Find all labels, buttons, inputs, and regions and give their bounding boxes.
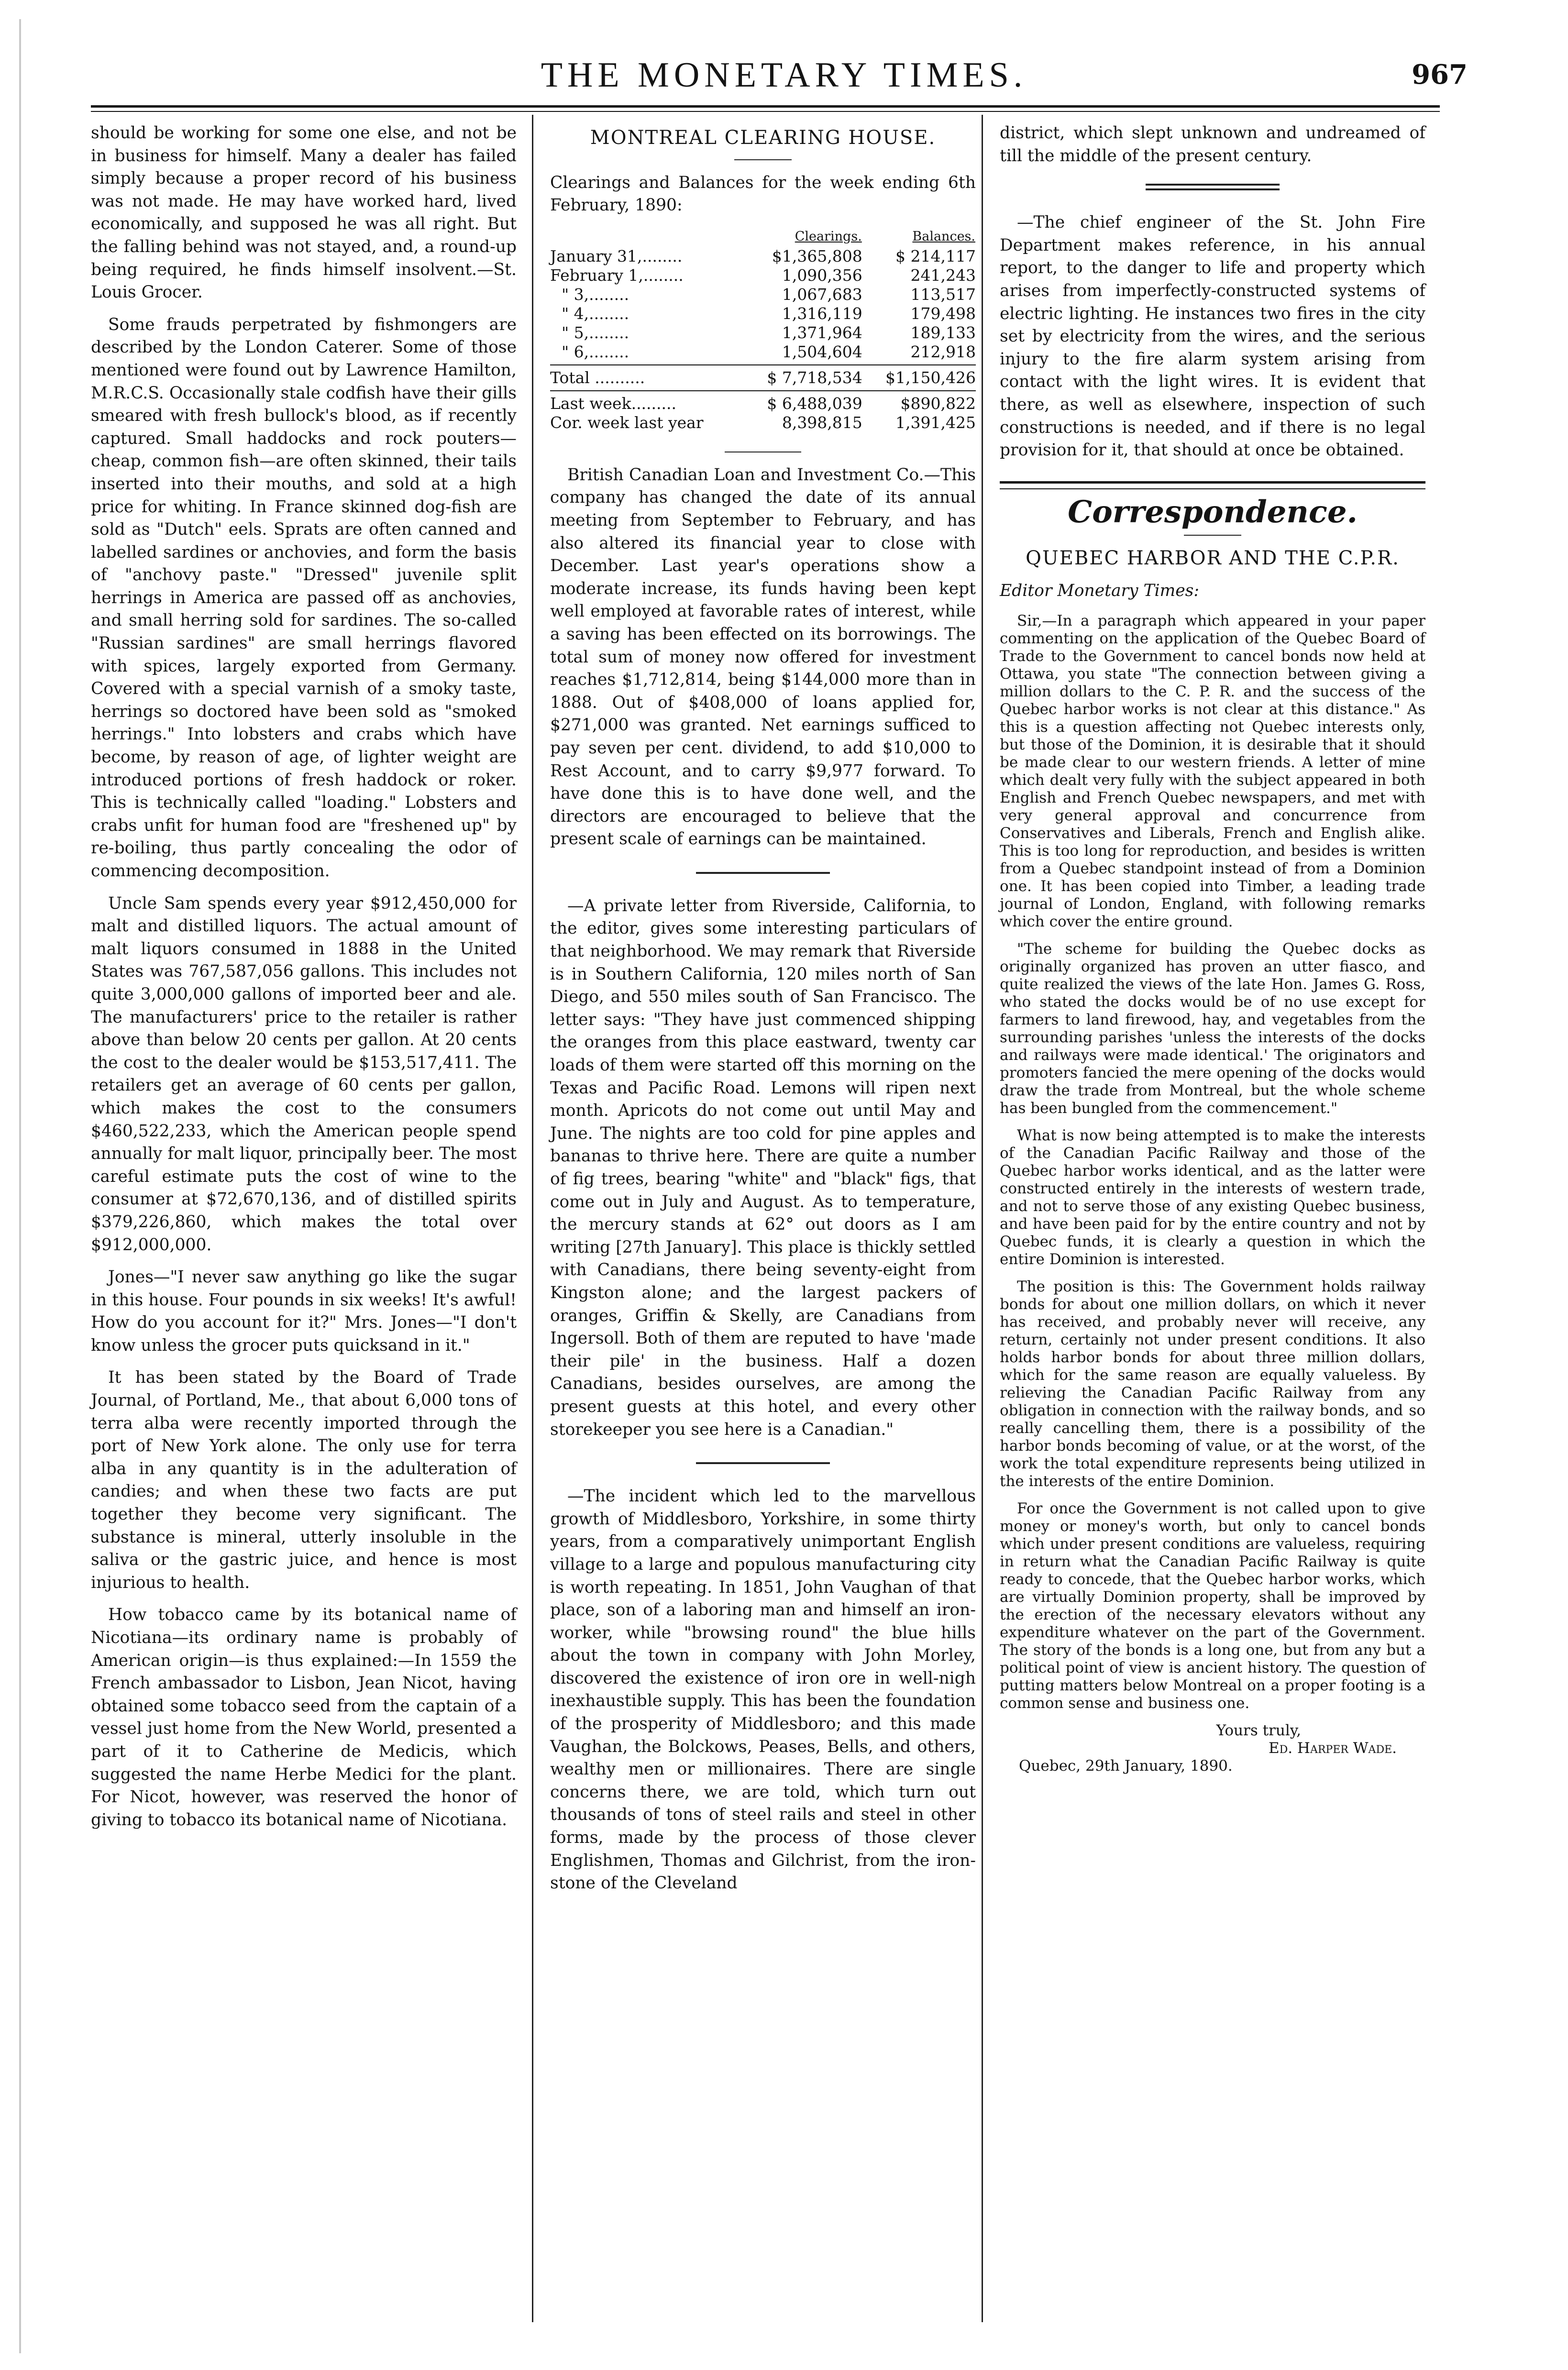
- letter-heading: QUEBEC HARBOR AND THE C.P.R.: [1026, 547, 1400, 570]
- total-clearings: $ 7,718,534: [767, 368, 862, 387]
- clearing-intro: Clearings and Balances for the week ending 6th February, 1890:: [550, 173, 976, 215]
- row-clearings: 1,316,119: [782, 304, 862, 323]
- row-balances: 189,133: [910, 323, 976, 342]
- row-clearings: 1,504,604: [782, 342, 862, 361]
- column-divider: [982, 115, 983, 2322]
- table-row: [550, 323, 976, 342]
- section-heading: MONTREAL CLEARING HOUSE.: [590, 127, 936, 149]
- total-balances: $1,150,426: [885, 368, 976, 387]
- row-balances: $ 214,117: [895, 246, 976, 265]
- article-paragraph: British Canadian Loan and Investment Co.—This company has changed the date of its annual meeting from September to February, and has also altered its financial year to close with December. Last year's operations show a moderate increase, its funds having been kept well employed at favorable rates of interest, while a saving has been effected on its borrowings. The total sum of money now offered for investment reaches $1,712,814, being $144,000 more than in 1888. Out of $408,000 of loans applied for, $271,000 was granted. Net earnings sufficed to pay seven per cent. dividend, to add $10,000 to Rest Account, and to carry $9,977 forward. To have done this is to have done well, and the directors are encouraged to believe that the present scale of earnings can be maintained.: [550, 465, 976, 849]
- letter-closing: Yours truly,: [1216, 1721, 1301, 1739]
- column-header: Balances.: [912, 229, 975, 244]
- table-total-row: [550, 368, 976, 387]
- table-row: [550, 342, 976, 362]
- letter-paragraph: Sir,—In a paragraph which appeared in your paper commenting on the application of the Quebec Board of Trade to the Government to cancel bonds now held at Ottawa, you state "The connection between giving a million dollars to the C. P. R. and the success of the Quebec harbor works is not clear at this distance." As this is a question affecting not Quebec interests only, but those of the Dominion, it is desirable that it should be made clear to our western friends. A letter of mine which dealt very fully with the subject appeared in both English and French Quebec newspapers, and met with very general approval and concurrence from Conservatives and Liberals, French and English alike. This is too long for reproduction, and besides is written from a Quebec standpoint instead of from a Dominion one. It has been copied into Timber, a leading trade journal of London, England, with following remarks which cover the entire ground.: [1000, 612, 1425, 930]
- table-row: [550, 247, 976, 266]
- cor-week-label: Cor. week last year: [550, 413, 704, 432]
- cor-week-balances: 1,391,425: [895, 413, 976, 432]
- header-rule: [91, 105, 1440, 108]
- row-clearings: 1,090,356: [782, 265, 862, 285]
- header-rule-thin: [91, 111, 1440, 112]
- row-clearings: $1,365,808: [772, 246, 862, 265]
- row-date: " 6,........: [562, 342, 629, 361]
- masthead: [0, 55, 1568, 98]
- short-rule: [1184, 535, 1241, 536]
- row-date: January 31,........: [550, 246, 683, 265]
- table-header-row: [550, 227, 976, 247]
- row-balances: 241,243: [910, 265, 976, 285]
- article-paragraph: should be working for some one else, and not be in business for himself. Many a dealer has failed simply because a proper record of his business was not made. He may have worked hard, lived economically, and supposed he was all right. But the falling behind was not stayed, and, a round-up being required, he finds himself insolvent.—St. Louis Grocer.: [91, 123, 517, 302]
- last-week-label: Last week.........: [550, 394, 676, 413]
- column-1: [91, 122, 517, 1841]
- clearing-table: [550, 227, 976, 432]
- short-rule: [734, 159, 792, 160]
- row-balances: 113,517: [910, 285, 976, 304]
- table-rule: [550, 364, 976, 365]
- article-paragraph: Jones—"I never saw anything go like the sugar in this house. Four pounds in six weeks! It's awful! How do you account for it?" Mrs. Jones—"I don't know unless the grocer puts quicksand in it.": [91, 1268, 517, 1355]
- last-week-clearings: $ 6,488,039: [767, 394, 862, 413]
- separator-rule: [696, 872, 830, 874]
- letter-paragraph: "The scheme for building the Quebec docks as originally organized has proven an utter fiasco, and quite realized the views of the late Hon. James G. Ross, who stated the docks would be of no use except for farmers to land firewood, hay, and vegetables from the surrounding parishes 'unless the interests of the docks and railways were made identical.' The originators and promoters fancied the mere opening of the docks would draw the trade from Montreal, but the whole scheme has been bungled from the commencement.": [1000, 940, 1425, 1117]
- article-paragraph: Uncle Sam spends every year $912,450,000 for malt and distilled liquors. The actual amount of malt liquors consumed in 1888 in the United States was 767,587,056 gallons. This includes not quite 3,000,000 gallons of imported beer and ale. The manufacturers' price to the retailer is rather above than below 20 cents per gallon. At 20 cents the cost to the dealer would be $153,517,411. The retailers get an average of 60 cents per gallon, which makes the cost to the consumers $460,522,233, which the American people spend annually for malt liquor, principally beer. The most careful estimate puts the cost of wine to the consumer at $72,670,136, and of distilled spirits $379,226,860, which makes the total over $912,000,000.: [91, 893, 517, 1255]
- row-date: " 3,........: [562, 285, 629, 304]
- letter-place-date: Quebec, 29th January, 1890.: [1019, 1757, 1233, 1775]
- article-paragraph: —The chief engineer of the St. John Fire Department makes reference, in his annual report, to the danger to life and property which arises from imperfectly-constructed systems of electric lighting. He instances two fires in the city set by electricity from the wires, and the serious injury to the fire alarm system arising from contact with the light wires. It is evident that there, as well as elsewhere, inspection of such constructions is needed, and if there is no legal provision for it, that should at once be obtained.: [1000, 213, 1425, 460]
- article-paragraph: district, which slept unknown and undreamed of till the middle of the present century.: [1000, 123, 1425, 165]
- letter-paragraph: The position is this: The Government holds railway bonds for about one million dollars, on which it never has received, and probably never will receive, any return, certainly not under present conditions. It also holds harbor bonds for about three million dollars, which for the same reason are equally valueless. By relieving the Canadian Pacific Railway from any obligation in connection with the railway bonds, and so really cancelling them, there is a possibility of the harbor bonds becoming of value, or at the worst, of the work the total expenditure represents being utilized in the interests of the entire Dominion.: [1000, 1278, 1425, 1490]
- column-3: [1000, 122, 1425, 1785]
- separator-rule: [1146, 188, 1280, 190]
- newspaper-title: THE MONETARY TIMES.: [541, 55, 1027, 95]
- article-paragraph: —A private letter from Riverside, California, to the editor, gives some interesting particulars of that neighborhood. We may remark that Riverside is in Southern California, 120 miles north of San Diego, and 550 miles south of San Francisco. The letter says: "They have just commenced shipping the oranges from this place eastward, twenty car loads of them were started off this morning on the Texas and Pacific Road. Lemons will ripen next month. Apricots do not come out until May and June. The nights are too cold for pine apples and bananas to thrive here. There are quite a number of fig trees, bearing "white" and "black" figs, that come out in July and August. As to temperature, the mercury stands at 62° out doors as I am writing [27th January]. This place is thickly settled with Canadians, there being seventy-eight from Kingston alone; and the largest packers of oranges, Griffin & Skelly, are Canadians from Ingersoll. Both of them are reputed to have 'made their pile' in the business. Half a dozen Canadians, besides ourselves, are among the present guests at this hotel, and every other storekeeper you see here is a Canadian.": [550, 896, 976, 1439]
- table-rule: [550, 390, 976, 391]
- table-row: [550, 304, 976, 323]
- column-header: Clearings.: [795, 229, 862, 244]
- section-rule: [1000, 481, 1425, 484]
- letter-salutation: Editor Monetary Times:: [1000, 581, 1200, 600]
- row-date: " 5,........: [562, 323, 629, 342]
- row-clearings: 1,371,964: [782, 323, 862, 342]
- total-label: Total ..........: [550, 368, 645, 387]
- row-clearings: 1,067,683: [782, 285, 862, 304]
- letter-paragraph: For once the Government is not called upon to give money or money's worth, but only to cancel bonds which under present conditions are valueless, requiring in return what the Canadian Pacific Railway is quite ready to concede, that the Quebec harbor works, which are virtually Dominion property, shall be improved by the erection of the necessary elevators without any expenditure whatever on the part of the Government. The story of the bonds is a long one, but from any but a political point of view is ancient history. The question of putting matters below Montreal on a proper footing is a common sense and business one.: [1000, 1499, 1425, 1712]
- article-paragraph: How tobacco came by its botanical name of Nicotiana—its ordinary name is probably of American origin—is thus explained:—In 1559 the French ambassador to Lisbon, Jean Nicot, having obtained some tobacco seed from the captain of a vessel just home from the New World, presented a part of it to Catherine de Medicis, which suggested the name Herbe Medici for the plant. For Nicot, however, was reserved the honor of giving to tobacco its botanical name of Nicotiana.: [91, 1605, 517, 1830]
- row-balances: 212,918: [910, 342, 976, 361]
- table-row: [550, 285, 976, 304]
- column-divider: [532, 115, 533, 2322]
- table-row: [550, 266, 976, 285]
- article-paragraph: It has been stated by the Board of Trade Journal, of Portland, Me., that about 6,000 tons of terra alba were recently imported through the port of New York alone. The only use for terra alba in any quantity is in the adulteration of candies; and when these two facts are put together they become very significant. The substance is mineral, utterly insoluble in the saliva or the gastric juice, and hence is most injurious to health.: [91, 1368, 517, 1592]
- letter-body: [1000, 612, 1425, 1775]
- row-date: February 1,........: [550, 265, 684, 285]
- page-number: 967: [1412, 59, 1468, 90]
- row-balances: 179,498: [910, 304, 976, 323]
- cor-week-clearings: 8,398,815: [782, 413, 862, 432]
- last-week-balances: $890,822: [900, 394, 976, 413]
- column-2: [550, 122, 976, 1905]
- correspondence-heading: Correspondence.: [1068, 494, 1358, 530]
- letter-signature: Ed. Harper Wade.: [1268, 1739, 1397, 1757]
- row-date: " 4,........: [562, 304, 629, 323]
- article-paragraph: Some frauds perpetrated by fishmongers are described by the London Caterer. Some of those mentioned were found out by Lawrence Hamilton, M.R.C.S. Occasionally stale codfish have their gills smeared with fresh bullock's blood, as if recently captured. Small haddocks and rock pouters—cheap, common fish—are often skinned, their tails inserted into their mouths, and sold at a high price for whiting. In France skinned dog-fish are sold as "Dutch" eels. Sprats are often canned and labelled sardines or anchovies, and form the basis of "anchovy paste." "Dressed" juvenile split herrings in America are passed off as anchovies, and small herring sold for sardines. The so-called "Russian sardines" are small herrings flavored with spices, largely exported from Germany. Covered with a special varnish of a smoky taste, herrings so doctored have been sold as "smoked herrings." Into lobsters and crabs which have become, by reason of age, of lighter weight are introduced portions of fresh haddock or roker. This is technically called "loading." Lobsters and crabs unfit for human food are "freshened up" by re-boiling, thus partly concealing the odor of commencing decomposition.: [91, 315, 517, 881]
- letter-paragraph: What is now being attempted is to make the interests of the Canadian Pacific Railway and those of the Quebec harbor works identical, and as the latter were constructed entirely in the interests of western trade, and not to serve those of any existing Quebec business, and have been paid for by the entire country and not by Quebec funds, it is clearly a question in which the entire Dominion is interested.: [1000, 1126, 1425, 1268]
- table-row: [550, 413, 976, 432]
- article-paragraph: —The incident which led to the marvellous growth of Middlesboro, Yorkshire, in some thirty years, from a comparatively unimportant English village to a large and populous manufacturing city is worth repeating. In 1851, John Vaughan of that place, son of a laboring man and himself an iron-worker, while "browsing round" the blue hills about the town in company with John Morley, discovered the existence of iron ore in well-nigh inexhaustible supply. This has been the foundation of the prosperity of Middlesboro; and this made Vaughan, the Bolckows, Peases, Bells, and others, wealthy men or millionaires. There are single concerns there, we are told, which turn out thousands of tons of steel rails and steel in other forms, made by the process of those clever Englishmen, Thomas and Gilchrist, from the iron-stone of the Cleveland: [550, 1487, 976, 1893]
- separator-rule: [696, 1462, 830, 1464]
- table-row: [550, 394, 976, 413]
- section-rule-thin: [1000, 488, 1425, 489]
